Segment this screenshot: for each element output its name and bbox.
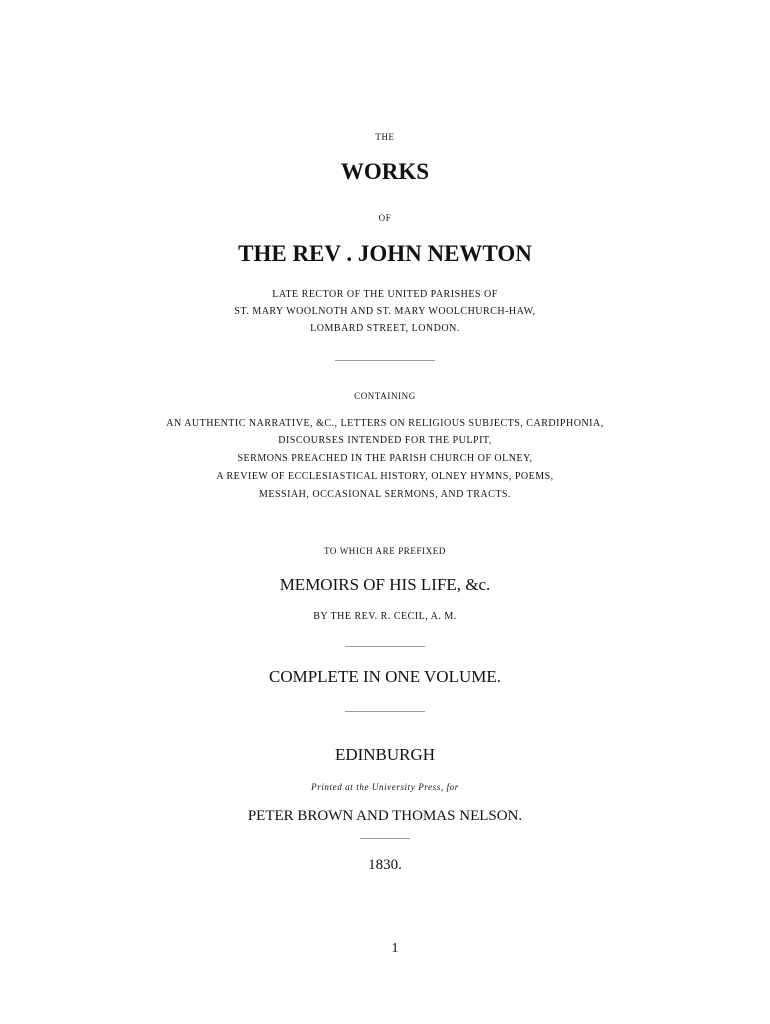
author-description-line: LATE RECTOR OF THE UNITED PARISHES OF bbox=[272, 289, 498, 300]
memoirs-title: MEMOIRS OF HIS LIFE, &c. bbox=[279, 575, 491, 594]
page-number: 1 bbox=[391, 941, 399, 956]
contents-line: DISCOURSES INTENDED FOR THE PULPIT, bbox=[278, 435, 492, 446]
contents-line: AN AUTHENTIC NARRATIVE, &C., LETTERS ON RELIGIOUS SUBJECTS, CARDIPHONIA, bbox=[166, 418, 604, 429]
publication-year: 1830. bbox=[368, 857, 402, 873]
volume-note: COMPLETE IN ONE VOLUME. bbox=[268, 667, 501, 686]
title-works: WORKS bbox=[340, 159, 430, 184]
divider-rule: ________________ bbox=[345, 702, 425, 713]
containing-label: CONTAINING bbox=[354, 391, 416, 401]
city-name: EDINBURGH bbox=[334, 745, 436, 764]
contents-line: MESSIAH, OCCASIONAL SERMONS, AND TRACTS. bbox=[259, 489, 511, 500]
contents-line: A REVIEW OF ECCLESIASTICAL HISTORY, OLNEY HYMNS, POEMS, bbox=[216, 471, 554, 482]
author-description-line: LOMBARD STREET, LONDON. bbox=[310, 323, 460, 334]
title-the: THE bbox=[375, 132, 395, 142]
title-of: OF bbox=[378, 213, 392, 223]
divider-rule: ____________________ bbox=[335, 351, 435, 362]
printed-at-line: Printed at the University Press, for bbox=[311, 782, 459, 792]
divider-rule: ________________ bbox=[345, 637, 425, 648]
divider-rule: __________ bbox=[360, 829, 410, 840]
memoirs-author: BY THE REV. R. CECIL, A. M. bbox=[313, 611, 457, 622]
prefixed-label: TO WHICH ARE PREFIXED bbox=[323, 546, 447, 556]
author-description-line: ST. MARY WOOLNOTH AND ST. MARY WOOLCHURCH-HAW, bbox=[234, 306, 536, 317]
contents-line: SERMONS PREACHED IN THE PARISH CHURCH OF OLNEY, bbox=[237, 453, 533, 464]
author-name: THE REV . JOHN NEWTON bbox=[238, 241, 532, 266]
publishers-name: PETER BROWN AND THOMAS NELSON. bbox=[247, 808, 523, 824]
